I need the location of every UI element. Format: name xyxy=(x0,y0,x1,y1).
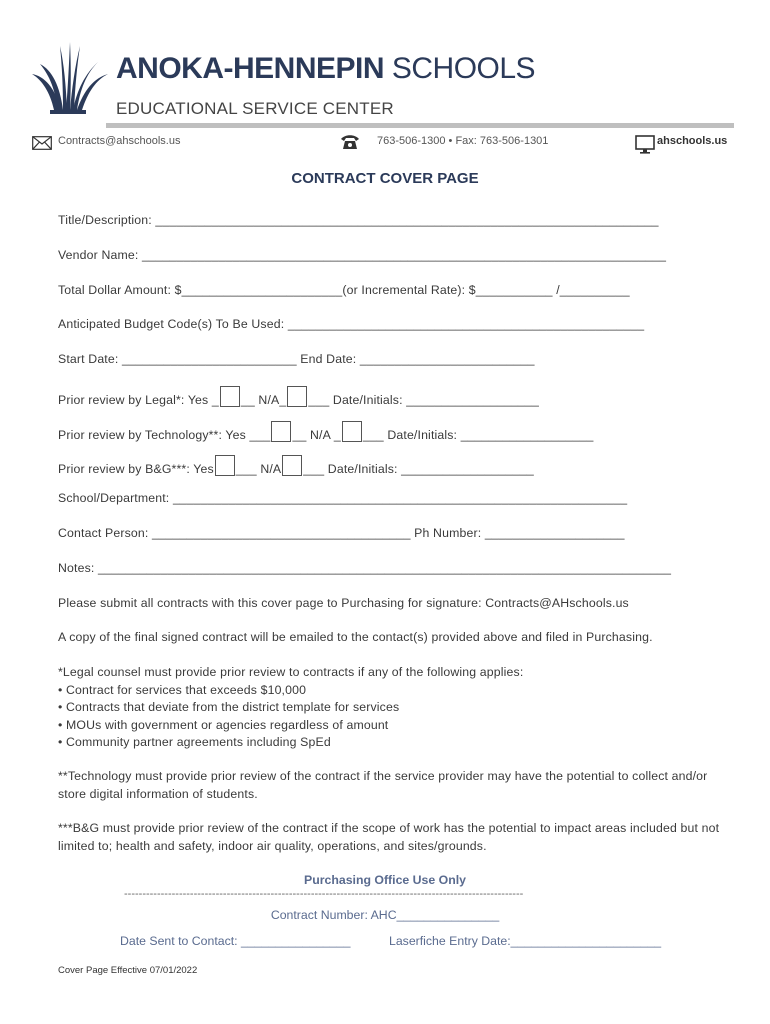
bg-note xyxy=(58,820,728,855)
legal-note xyxy=(58,664,728,752)
contact-website: ahschools.us xyxy=(657,135,728,147)
bg-date-initials: ___ Date/Initials: ___________________ xyxy=(303,462,534,476)
contact-phone: 763-506-1300 • Fax: 763-506-1301 xyxy=(377,135,549,147)
page-title: CONTRACT COVER PAGE xyxy=(291,170,479,187)
field-notes: Notes: __________________________________________________________________________________ xyxy=(58,561,672,575)
telephone-icon xyxy=(340,134,360,150)
submit-instruction: Please submit all contracts with this cover page to Purchasing for signature: Contracts@AHschools.us xyxy=(58,596,629,610)
field-legal-review xyxy=(58,386,539,407)
field-title-description: Title/Description: ________________________________________________________________________ xyxy=(58,213,659,227)
tech-na-label: __ N/A _ xyxy=(292,428,341,442)
copy-instruction: A copy of the final signed contract will be emailed to the contact(s) provided above and filed in Purchasing. xyxy=(58,630,653,644)
tech-yes-label: Prior review by Technology**: Yes ___ xyxy=(58,428,271,442)
legal-na-label: __ N/A_ xyxy=(240,393,287,407)
field-bg-review xyxy=(58,455,534,476)
bg-note-text: ***B&G must provide prior review of the contract if the scope of work has the potential to impact areas included but not limited to; health and safety, indoor air quality, operations, and sites/grounds. xyxy=(58,821,720,853)
tech-yes-checkbox[interactable] xyxy=(271,421,291,442)
legal-date-initials: ___ Date/Initials: ___________________ xyxy=(308,393,540,407)
contract-number: Contract Number: AHC_______________ xyxy=(270,908,500,922)
monitor-icon xyxy=(635,135,655,154)
field-dates: Start Date: _________________________ End Date: _________________________ xyxy=(58,352,535,366)
tech-na-checkbox[interactable] xyxy=(342,421,362,442)
list-item: • Contracts that deviate from the district template for services xyxy=(58,700,400,714)
org-subtitle: EDUCATIONAL SERVICE CENTER xyxy=(116,99,394,118)
office-use-heading: Purchasing Office Use Only xyxy=(304,873,466,887)
field-contact-person: Contact Person: _____________________________________ Ph Number: ____________________ xyxy=(58,526,625,540)
list-item: • Community partner agreements including SpEd xyxy=(58,735,331,749)
technology-note-text: **Technology must provide prior review of the contract if the service provider may have the potential to collect and/or store digital information of students. xyxy=(58,769,708,801)
reed-logo-icon xyxy=(30,40,110,116)
bg-na-checkbox[interactable] xyxy=(282,455,302,476)
footer-effective-date: Cover Page Effective 07/01/2022 xyxy=(58,965,198,976)
office-dash-line: ------------------------------------------------------------------------------------------------------------- xyxy=(124,888,524,900)
bg-yes-checkbox[interactable] xyxy=(215,455,235,476)
field-school-department: School/Department: _________________________________________________________________ xyxy=(58,491,628,505)
tech-date-initials: ___ Date/Initials: ___________________ xyxy=(362,428,594,442)
field-budget-code: Anticipated Budget Code(s) To Be Used: ___________________________________________________ xyxy=(58,317,645,331)
legal-yes-label: Prior review by Legal*: Yes _ xyxy=(58,393,219,407)
legal-note-intro: *Legal counsel must provide prior review to contracts if any of the following applies: xyxy=(58,665,524,679)
field-total-dollar-amount: Total Dollar Amount: $_______________________(or Incremental Rate): $___________ /__________ xyxy=(58,283,630,297)
list-item: • Contract for services that exceeds $10,000 xyxy=(58,682,307,697)
org-title xyxy=(116,52,535,86)
laserfiche-entry-date: Laserfiche Entry Date:______________________ xyxy=(389,934,662,948)
list-item: • MOUs with government or agencies regardless of amount xyxy=(58,717,389,732)
technology-note xyxy=(58,768,728,803)
field-vendor-name: Vendor Name: ___________________________________________________________________________ xyxy=(58,248,667,262)
bg-yes-label: Prior review by B&G***: Yes xyxy=(58,462,214,476)
bg-na-label: ___ N/A xyxy=(235,462,282,476)
legal-na-checkbox[interactable] xyxy=(287,386,307,407)
date-sent-to-contact: Date Sent to Contact: ________________ xyxy=(120,934,351,948)
header-divider xyxy=(106,123,734,128)
envelope-icon xyxy=(32,136,52,150)
field-technology-review xyxy=(58,421,593,442)
contact-email: Contracts@ahschools.us xyxy=(58,135,181,147)
org-name-bold: ANOKA-HENNEPIN xyxy=(116,52,385,85)
legal-yes-checkbox[interactable] xyxy=(220,386,240,407)
org-name-light: SCHOOLS xyxy=(391,52,536,85)
